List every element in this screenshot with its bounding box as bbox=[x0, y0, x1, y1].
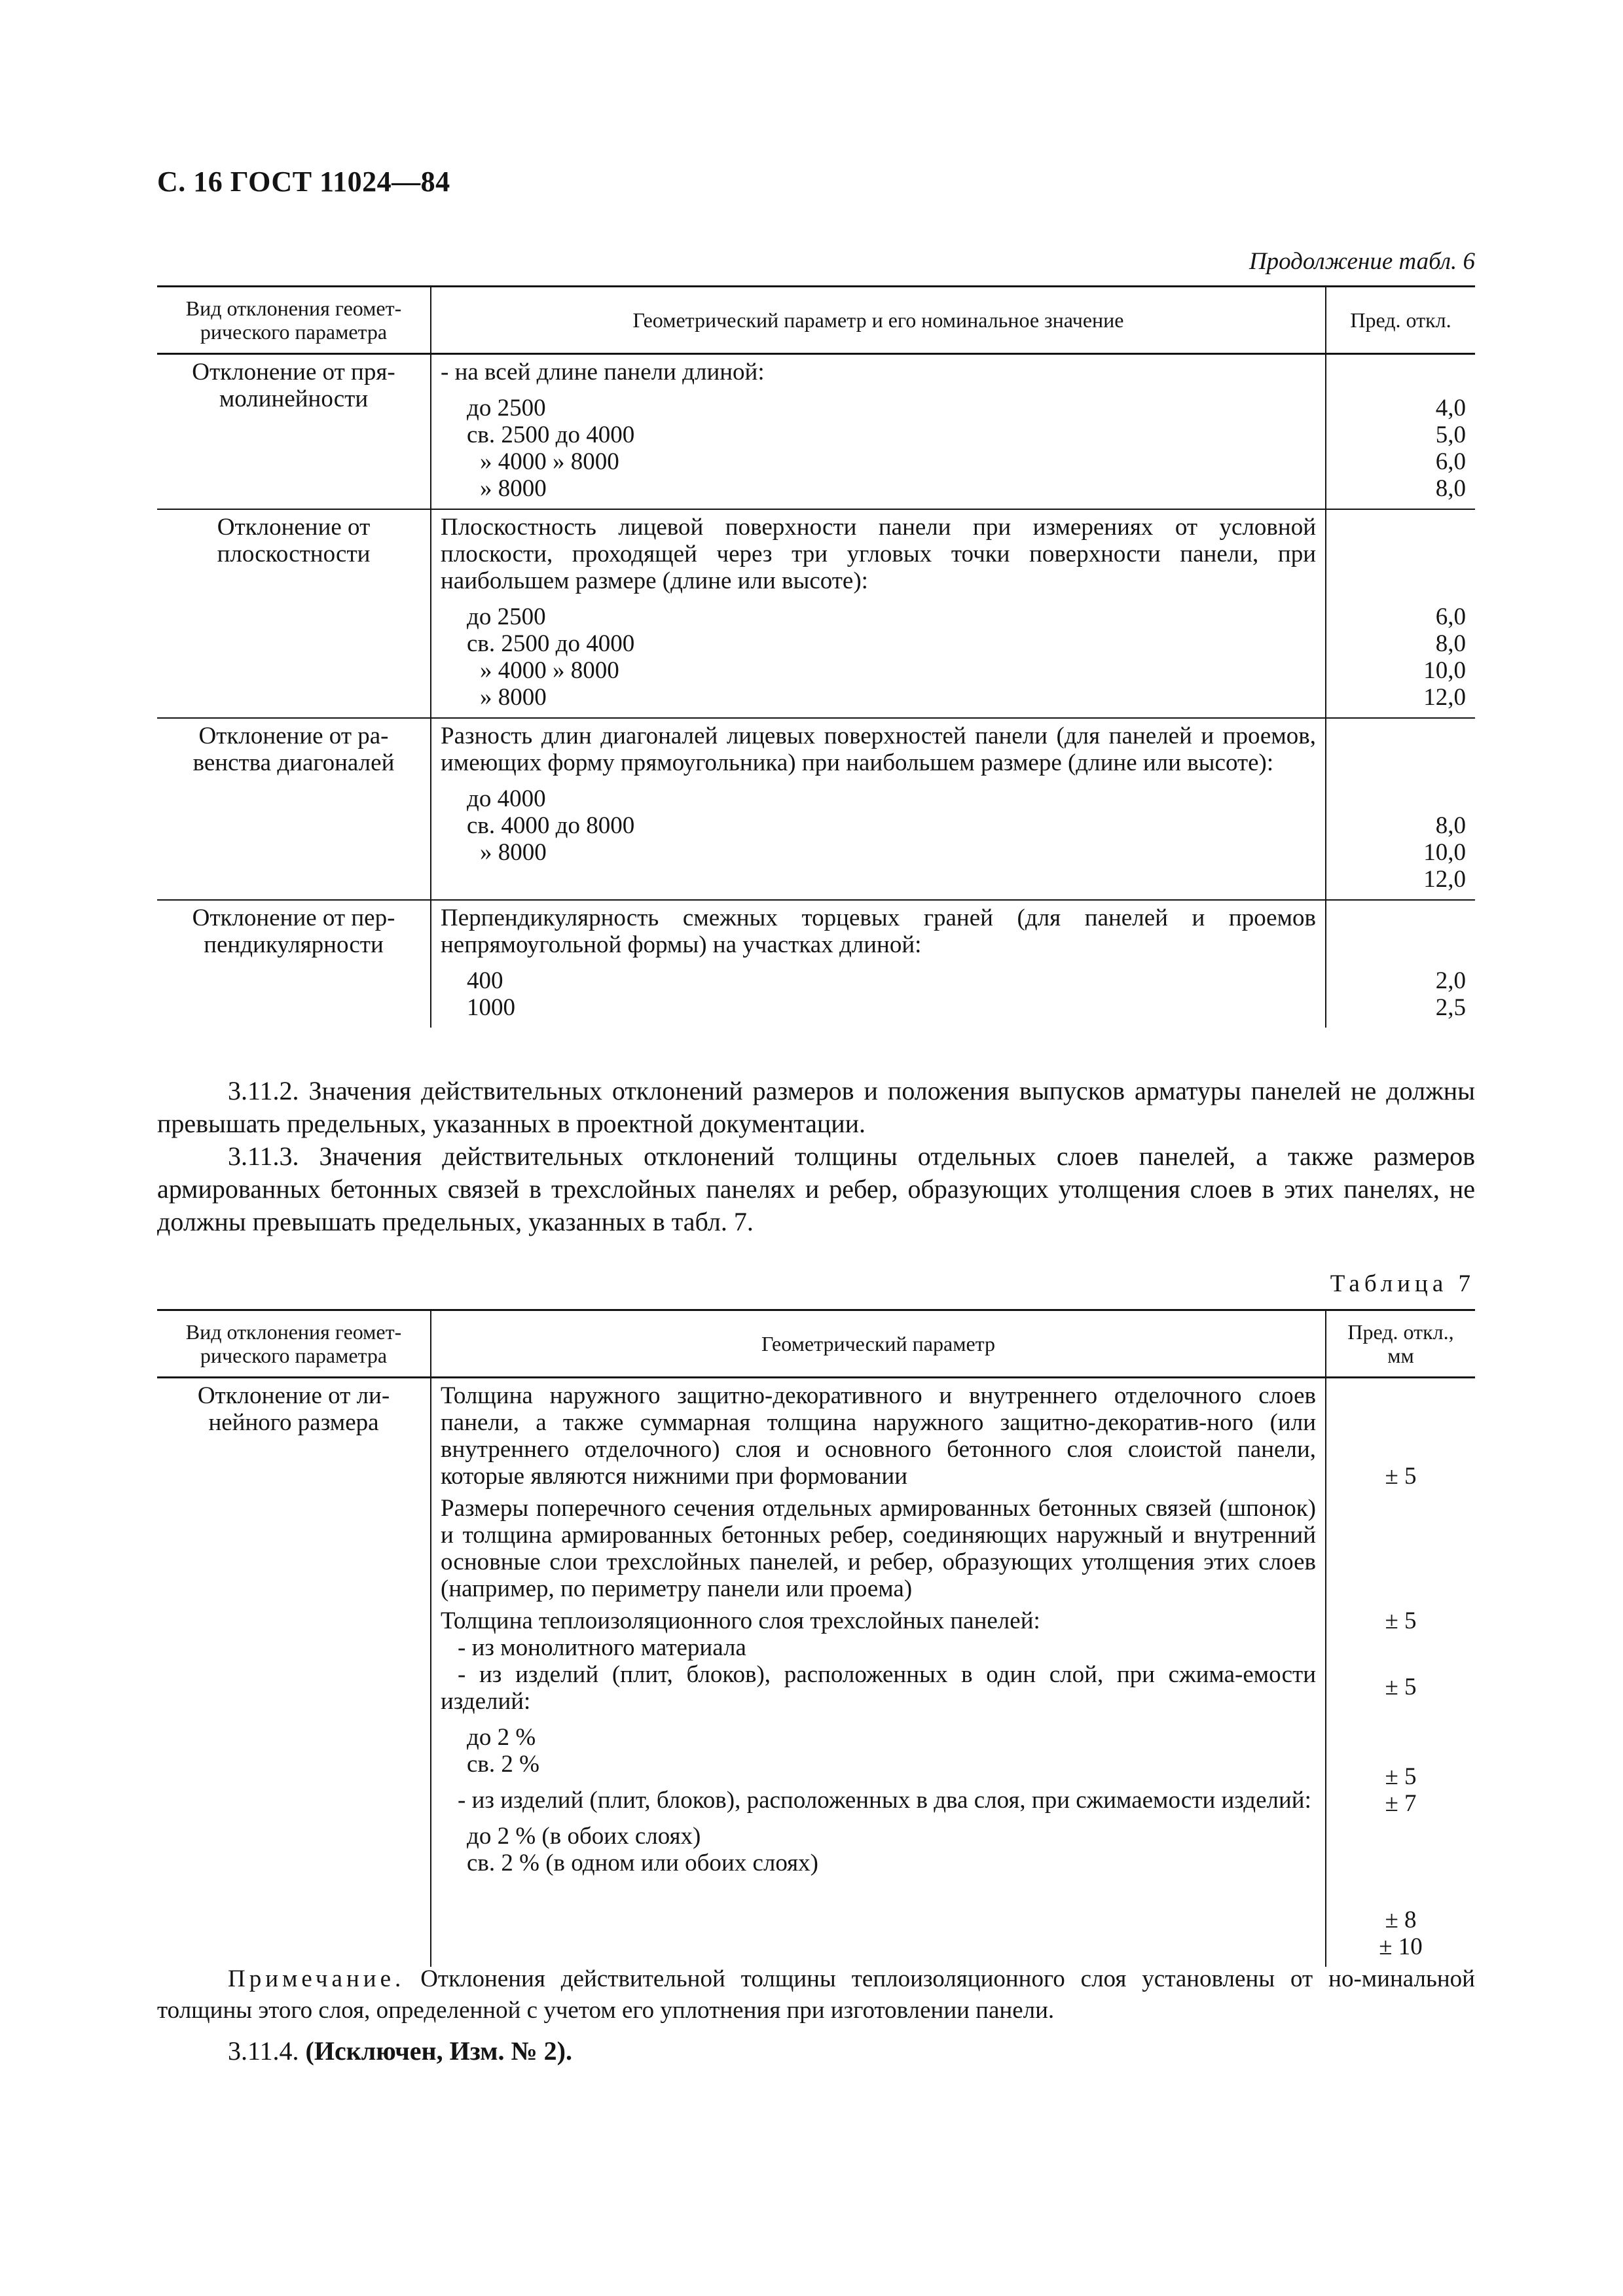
table7-col-deviation-header: Вид отклонения геомет-рического параметра bbox=[157, 1310, 431, 1378]
page-header: С. 16 ГОСТ 11024—84 bbox=[157, 166, 450, 198]
deviation-type-cell: Отклонение от пря- молинейности bbox=[157, 354, 431, 510]
table6-col-tolerance-header: Пред. откл. bbox=[1326, 287, 1475, 354]
parameter-cell: - на всей длине панели длиной: до 2500 св. 2500 до 4000 » 4000 » 8000 » 8000 bbox=[431, 354, 1326, 510]
table-row bbox=[157, 354, 1475, 510]
deviation-type-cell: Отклонение от ли- нейного размера bbox=[197, 1382, 390, 1436]
deviation-type-cell: Отклонение от ра- венства диагоналей bbox=[157, 718, 431, 900]
table-row bbox=[157, 718, 1475, 900]
table7-note: Примечание. Отклонения действительной толщины теплоизоляционного слоя установлены от но-минальной толщины этого слоя, определенной с учетом его уплотнения при изготовлении панели. bbox=[157, 1965, 1475, 2024]
table6-col-parameter-header: Геометрический параметр и его номинальное значение bbox=[431, 287, 1326, 354]
table6-col-deviation-header: Вид отклонения геомет-рического параметра bbox=[157, 287, 431, 354]
paragraph-3-11-2: 3.11.2. Значения действительных отклонений размеров и положения выпусков арматуры панелей не должны превышать предельных, указанных в проектной документации. bbox=[157, 1076, 1475, 1138]
table6-continuation-caption: Продолжение табл. 6 bbox=[1249, 248, 1475, 275]
table-7 bbox=[157, 1309, 1475, 1967]
paragraph-3-11-4: 3.11.4. (Исключен, Изм. № 2). bbox=[228, 2036, 572, 2066]
table-6 bbox=[157, 285, 1475, 1028]
table7-col-parameter-header: Геометрический параметр bbox=[431, 1310, 1326, 1378]
table7-caption: Таблица 7 bbox=[1330, 1270, 1475, 1297]
parameter-cell: Разность длин диагоналей лицевых поверхностей панели (для панелей и проемов, имеющих форму прямоугольника) при наибольшем размере (длине или высоте): до 4000 св. 4000 до 8000 » 8000 bbox=[431, 718, 1326, 900]
deviation-type-cell: Отклонение от плоскостности bbox=[157, 509, 431, 718]
tolerance-cell: 4,0 5,0 6,0 8,0 bbox=[1326, 354, 1475, 510]
parameter-cell: Перпендикулярность смежных торцевых граней (для панелей и проемов непрямоугольной формы) на участках длиной: 400 1000 bbox=[431, 900, 1326, 1028]
table-row bbox=[157, 900, 1475, 1028]
tolerance-cell: 2,0 2,5 bbox=[1326, 900, 1475, 1028]
parameter-cell: Толщина наружного защитно-декоративного и внутреннего отделочного слоев панели, а также суммарная толщина наружного защитно-декоратив-ного (или внутреннего отделочного) слоя и основного бетонного слоя слоистой панели, которые являются нижними при формовании Размеры поперечного сечения отдельных армированных бетонных связей (шпонок) и толщина армированных бетонных ребер, соединяющих наружный и внутренний основные слои трехслойных панелей, и ребер, образующих утолщения этих слоев (например, по периметру панели или проема) Толщина теплоизоляционного слоя трехслойных панелей: - из монолитного материала - из изделий (плит, блоков), расположенных в один слой, при сжима-емости изделий: до 2 % св. 2 % - из изделий (плит, блоков), расположенных в два слоя, при сжимаемости изделий: до 2 % (в обоих слоях) св. 2 % (в одном или обоих слоях) bbox=[431, 1378, 1326, 1967]
table7-col-tolerance-header: Пред. откл., мм bbox=[1326, 1310, 1475, 1378]
tolerance-cell: 8,0 10,0 12,0 bbox=[1326, 718, 1475, 900]
tolerance-cell: ± 5 ± 5 ± 5 ± 5 ± 7 ± 8 ± 10 bbox=[1326, 1378, 1475, 1967]
tolerance-cell: 6,0 8,0 10,0 12,0 bbox=[1326, 509, 1475, 718]
table-row bbox=[157, 1378, 1475, 1967]
parameter-cell: Плоскостность лицевой поверхности панели при измерениях от условной плоскости, проходящей через три угловых точки поверхности панели, при наибольшем размере (длине или высоте): до 2500 св. 2500 до 4000 » 4000 » 8000 » 8000 bbox=[431, 509, 1326, 718]
deviation-type-cell: Отклонение от пер- пендикулярности bbox=[192, 905, 395, 958]
table-row bbox=[157, 509, 1475, 718]
paragraph-3-11-3: 3.11.3. Значения действительных отклонений толщины отдельных слоев панелей, а также размеров армированных бетонных связей в трехслойных панелях и ребер, образующих утолщения слоев в этих панелях, не должны превышать предельных, указанных в табл. 7. bbox=[157, 1141, 1475, 1236]
